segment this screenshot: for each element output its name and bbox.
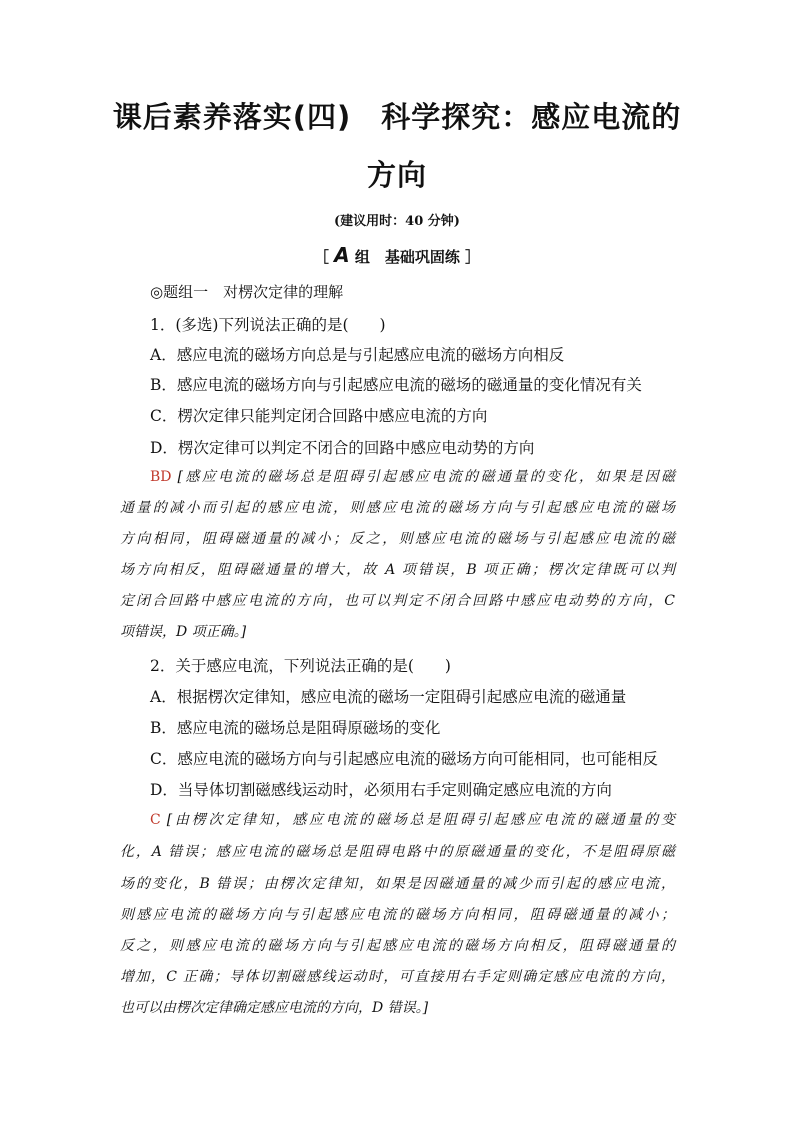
group-bracket-right: ］	[465, 248, 481, 266]
question-2-explanation-line: 增加，C 正确；导体切割磁感线运动时，可直接用右手定则确定感应电流的方向，	[120, 969, 675, 985]
page-title-line1: 课后素养落实(四) 科学探究：感应电流的	[112, 100, 682, 134]
question-2-stem: 2．关于感应电流，下列说法正确的是( )	[150, 657, 451, 675]
question-1-answer-line	[150, 466, 675, 486]
question-2-option-d: D．当导体切割磁感线运动时，必须用右手定则确定感应电流的方向	[150, 781, 612, 799]
question-2-option-b: B．感应电流的磁场总是阻碍原磁场的变化	[150, 719, 441, 737]
group-heading	[0, 243, 794, 267]
question-1-option-d: D．楞次定律可以判定不闭合的回路中感应电动势的方向	[150, 439, 535, 457]
question-2-option-c: C．感应电流的磁场方向与引起感应电流的磁场方向可能相同，也可能相反	[150, 750, 658, 768]
question-1-explanation-line: 场方向相反，阻碍磁通量的增大，故 A 项错误，B 项正确；楞次定律既可以判	[120, 562, 675, 578]
question-2-explanation-line: 也可以由楞次定律确定感应电流的方向，D 错误。]	[120, 1000, 429, 1016]
question-1-explanation-line: 定闭合回路中感应电流的方向，也可以判定不闭合回路中感应电动势的方向，C	[120, 593, 675, 609]
question-1-explanation-line: [感应电流的磁场总是阻碍引起感应电流的磁通量的变化，如果是因磁	[177, 469, 675, 485]
question-2-explanation-line: 则感应电流的磁场方向与引起感应电流的磁场方向相同，阻碍磁通量的减小；	[120, 907, 675, 923]
group-label: 组 基础巩固练	[354, 248, 460, 266]
question-2-explanation-line: 场的变化，B 错误；由楞次定律知，如果是因磁通量的减少而引起的感应电流，	[120, 876, 675, 892]
time-note: (建议用时：40 分钟)	[334, 214, 460, 229]
question-1-explanation-line: 方向相同，阻碍磁通量的减小；反之，则感应电流的磁场与引起感应电流的磁	[120, 531, 675, 547]
question-2-answer-key: C	[150, 812, 161, 828]
question-1-option-b: B．感应电流的磁场方向与引起感应电流的磁场的磁通量的变化情况有关	[150, 376, 642, 394]
question-1-answer-key: BD	[150, 469, 172, 485]
section-heading: ◎题组一 对楞次定律的理解	[150, 283, 344, 301]
question-2-answer-line	[150, 809, 675, 829]
question-2-explanation-line: 反之，则感应电流的磁场方向与引起感应电流的磁场方向相反，阻碍磁通量的	[120, 938, 675, 954]
question-1-option-c: C．楞次定律只能判定闭合回路中感应电流的方向	[150, 407, 488, 425]
question-2-explanation-line: 化，A 错误；感应电流的磁场总是阻碍电路中的原磁通量的变化，不是阻碍原磁	[120, 844, 675, 860]
question-1-stem: 1．(多选)下列说法正确的是( )	[150, 316, 386, 334]
page-title-line2: 方向	[366, 158, 427, 192]
question-2-option-a: A．根据楞次定律知，感应电流的磁场一定阻碍引起感应电流的磁通量	[150, 688, 627, 706]
question-1-explanation-line: 项错误，D 项正确。]	[120, 624, 247, 640]
question-2-explanation-line: [由楞次定律知，感应电流的磁场总是阻碍引起感应电流的磁通量的变	[166, 812, 675, 828]
question-1-option-a: A．感应电流的磁场方向总是与引起感应电流的磁场方向相反	[150, 346, 565, 364]
group-letter: A	[334, 243, 350, 267]
group-bracket-left: ［	[313, 248, 329, 266]
question-1-explanation-line: 通量的减小而引起的感应电流，则感应电流的磁场方向与引起感应电流的磁场	[120, 500, 675, 516]
